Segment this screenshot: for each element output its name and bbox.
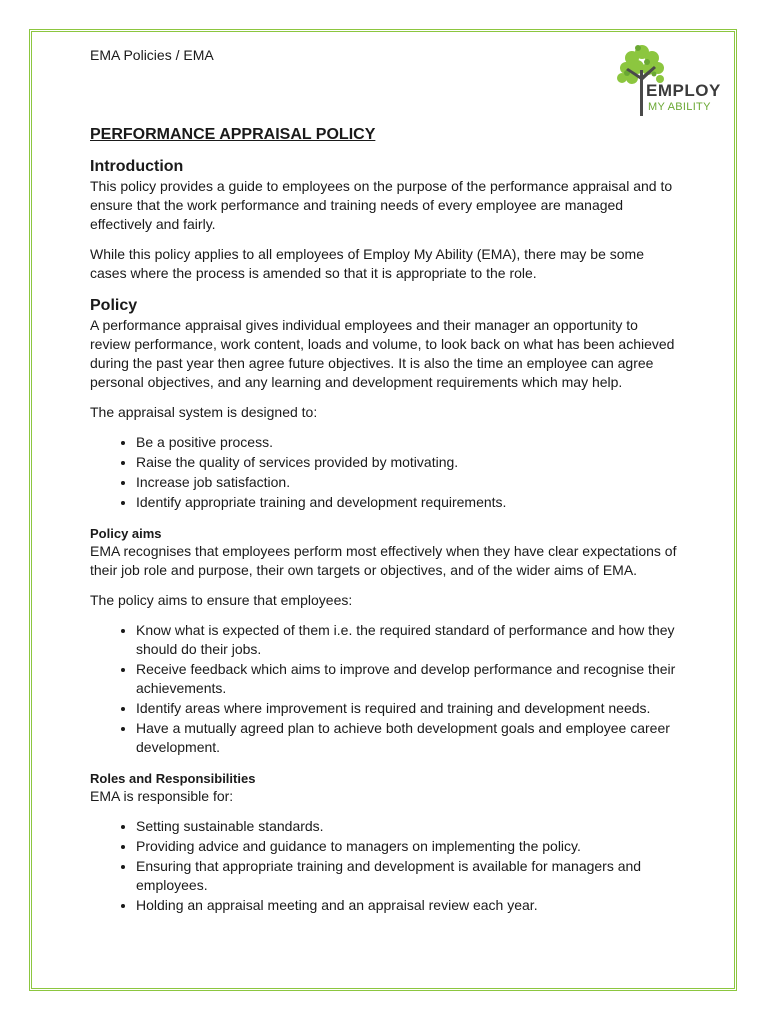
policy-bullet-list [90,433,680,512]
roles-bullet-list [90,817,680,915]
logo-word-employ: EMPLOY [646,81,721,100]
breadcrumb: EMA Policies / EMA [90,47,214,63]
list-item: • Receive feedback which aims to improve and develop performance and recognise their achievements. [136,660,680,698]
logo-word-my-ability: MY ABILITY [648,101,711,113]
list-item: • Setting sustainable standards. [136,817,680,836]
section-roles-responsibilities [90,770,680,915]
heading-introduction: Introduction [90,158,184,175]
policy-paragraph-1: A performance appraisal gives individual employees and their manager an opportunity to review performance, work content, loads and volume, to look back on what has been achieved during the past year then agree future objectives. It is also the time an employee can agree personal objectives, and any learning and development requirements which may help. [90,317,675,390]
policy-aims-bullet-list [90,621,680,757]
section-introduction [90,157,680,283]
list-item: • Identify appropriate training and development requirements. [136,493,680,512]
section-policy-aims [90,525,680,757]
section-policy [90,296,680,512]
list-item: • Providing advice and guidance to managers on implementing the policy. [136,837,680,856]
list-item: • Know what is expected of them i.e. the required standard of performance and how they should do their jobs. [136,621,680,659]
introduction-paragraph-1: This policy provides a guide to employees on the purpose of the performance appraisal and to ensure that the work performance and training needs of every employee are managed effectively and fairly. [90,178,673,232]
heading-policy: Policy [90,297,138,314]
document-title: PERFORMANCE APPRAISAL POLICY [90,126,376,143]
list-item: • Have a mutually agreed plan to achieve both development goals and employee career development. [136,719,680,757]
policy-aims-paragraph-1: EMA recognises that employees perform most effectively when they have clear expectations of their job role and purpose, their own targets or objectives, and of the wider aims of EMA. [90,543,677,578]
roles-paragraph-1: EMA is responsible for: [90,788,234,804]
list-item: • Raise the quality of services provided by motivating. [136,453,680,472]
list-item: • Holding an appraisal meeting and an appraisal review each year. [136,896,680,915]
list-item: • Be a positive process. [136,433,680,452]
policy-aims-paragraph-2: The policy aims to ensure that employees: [90,592,353,608]
list-item: • Identify areas where improvement is required and training and development needs. [136,699,680,718]
heading-policy-aims: Policy aims [90,526,162,541]
list-item: • Increase job satisfaction. [136,473,680,492]
document-body [90,46,680,916]
heading-roles-responsibilities: Roles and Responsibilities [90,771,256,786]
list-item: • Ensuring that appropriate training and development is available for managers and employees. [136,857,680,895]
policy-paragraph-2: The appraisal system is designed to: [90,404,318,420]
introduction-paragraph-2: While this policy applies to all employees of Employ My Ability (EMA), there may be some cases where the process is amended so that it is appropriate to the role. [90,246,644,281]
